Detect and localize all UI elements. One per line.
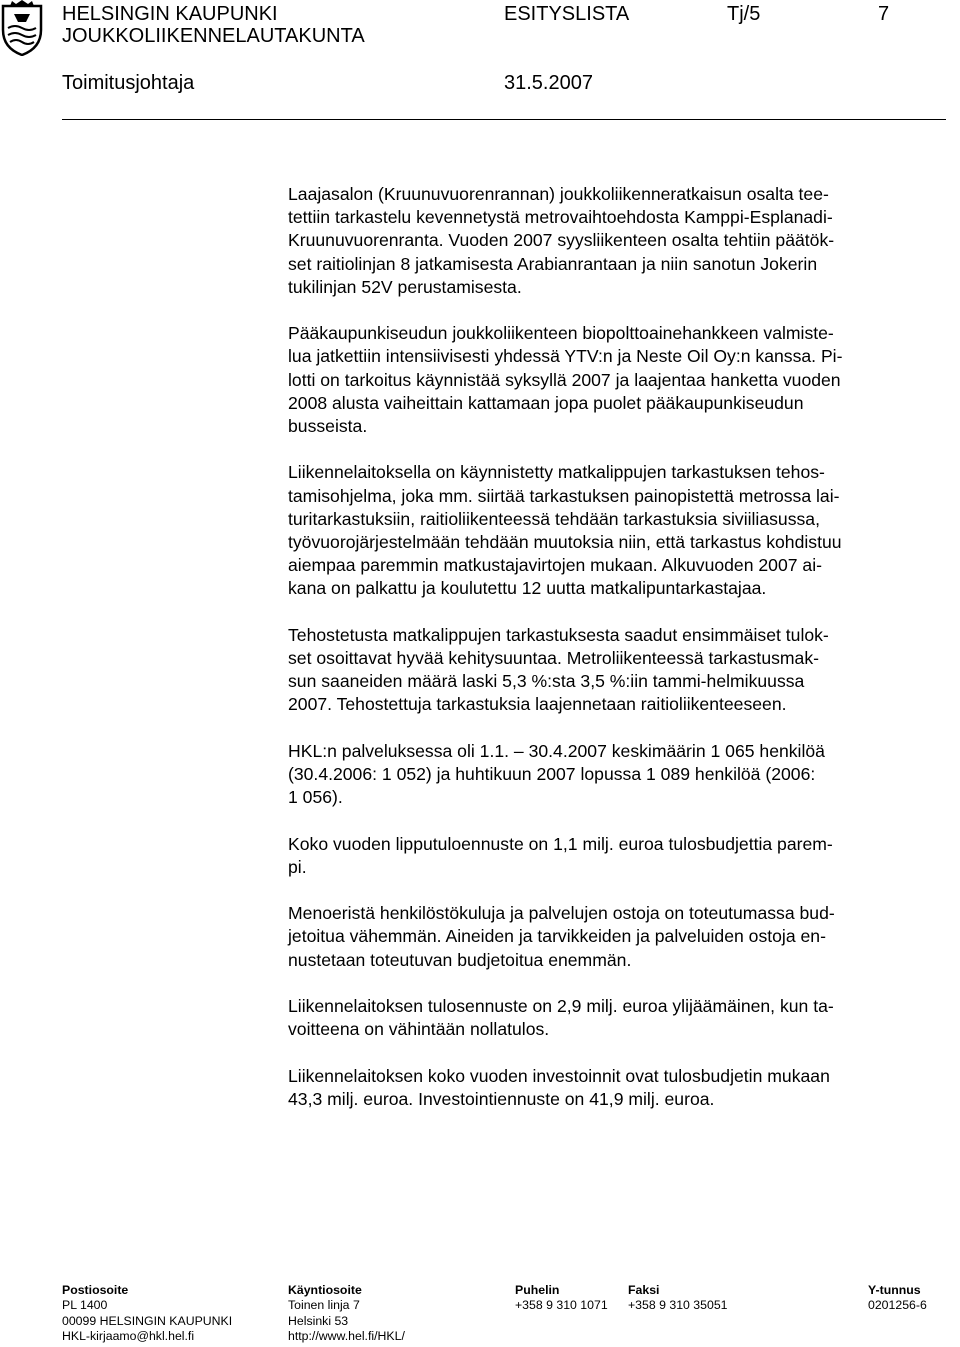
footer-phone-column xyxy=(515,1283,608,1314)
document-date: 31.5.2007 xyxy=(504,72,593,94)
author-title: Toimitusjohtaja xyxy=(62,72,195,94)
visit-label: Käyntiosoite xyxy=(288,1283,362,1297)
footer-fax-column xyxy=(628,1283,728,1314)
email-link[interactable]: HKL-kirjaamo@hkl.hel.fi xyxy=(62,1328,195,1343)
paragraph: Liikennelaitoksen tulosennuste on 2,9 milj. euroa ylijäämäinen, kun ta- voitteena on vähintään nollatulos. xyxy=(288,996,834,1040)
visit-street: Toinen linja 7 xyxy=(288,1298,360,1313)
business-id-label: Y-tunnus xyxy=(868,1283,921,1297)
paragraph: Menoeristä henkilöstökuluja ja palvelujen ostoja on toteutumassa bud- jetoitua vähemmän. Aineiden ja tarvikkeiden ja palveluiden ostoja en- nustetaan toteutuvan budjetoitua enemmän. xyxy=(288,903,835,970)
org-name: HELSINGIN KAUPUNKI xyxy=(62,3,278,25)
fax-label: Faksi xyxy=(628,1283,660,1297)
paragraph: Tehostetusta matkalippujen tarkastuksesta saadut ensimmäiset tulok- set osoittavat hyvää kehitysuuntaa. Metroliikenteessä tarkastusmak- sun saaneiden määrä laski 5,3 %:sta 3,5 %:iin tammi-helmikuussa 2007. Tehostettuja tarkastuksia laajennetaan raitioliikenteeseen. xyxy=(288,624,829,715)
footer-business-id-column xyxy=(868,1283,927,1314)
page-number: 7 xyxy=(878,3,890,25)
paragraph: Liikennelaitoksen koko vuoden investoinnit ovat tulosbudjetin mukaan 43,3 milj. euroa. Investointiennuste on 41,9 milj. euroa. xyxy=(288,1065,830,1109)
website-link[interactable]: http://www.hel.fi/HKL/ xyxy=(288,1328,405,1343)
paragraph: HKL:n palveluksessa oli 1.1. – 30.4.2007 keskimäärin 1 065 henkilöä (30.4.2006: 1 052) ja huhtikuun 2007 lopussa 1 089 henkilöä (2006: 1 056). xyxy=(288,740,825,808)
postal-city: 00099 HELSINGIN KAUPUNKI xyxy=(62,1313,233,1328)
paragraph: Laajasalon (Kruunuvuorenrannan) joukkoliikenneratkaisun osalta tee- tettiin tarkastelu kevennetystä metrovaihtoehdosta Kamppi-Esplanadi- Kruunuvuorenranta. Vuoden 2007 syysliikenteen osalta tehtiin päätök- set raitiolinjan 8 jatkamisesta Arabianrantaan ja niin sanotun Jokerin tukilinjan 52V perustamisesta. xyxy=(288,184,835,297)
footer-postal-column xyxy=(62,1283,232,1344)
paragraph: Koko vuoden lipputuloennuste on 1,1 milj. euroa tulosbudjettia parem- pi. xyxy=(288,833,833,877)
phone-number: +358 9 310 1071 xyxy=(515,1298,608,1313)
postal-box: PL 1400 xyxy=(62,1298,108,1313)
business-id: 0201256-6 xyxy=(868,1298,927,1313)
agenda-item-number: Tj/5 xyxy=(727,3,761,25)
document-body xyxy=(288,183,948,1134)
helsinki-crest-icon xyxy=(0,0,44,56)
board-name: JOUKKOLIIKENNELAUTAKUNTA xyxy=(62,25,365,47)
visit-city: Helsinki 53 xyxy=(288,1313,349,1328)
paragraph: Liikennelaitoksella on käynnistetty matkalippujen tarkastuksen tehos- tamisohjelma, joka mm. siirtää tarkastuksen painopistettä metrossa lai- turitarkastuksiin, raitioliikenteessä tehdään tarkastuksia siviiliasussa, työvuorojärjestelmään tehdään muutoksia niin, että tarkastus kohdistuu aiempaa paremmin matkustajavirtojen mukaan. Alkuvuoden 2007 ai- kana on palkattu ja koulutettu 12 uutta matkalipuntarkastajaa. xyxy=(288,462,842,599)
phone-label: Puhelin xyxy=(515,1283,560,1297)
footer-visit-column xyxy=(288,1283,405,1344)
document-type: ESITYSLISTA xyxy=(504,3,630,25)
paragraph: Pääkaupunkiseudun joukkoliikenteen biopolttoainehankkeen valmiste- lua jatkettiin intensiivisesti yhdessä YTV:n ja Neste Oil Oy:n kanssa. Pi- lotti on tarkoitus käynnistää syksyllä 2007 ja laajentaa hanketta vuoden 2008 alusta vaiheittain kattamaan jopa puolet pääkaupunkiseudun busseista. xyxy=(288,323,843,437)
postal-label: Postiosoite xyxy=(62,1283,129,1297)
fax-number: +358 9 310 35051 xyxy=(628,1298,728,1313)
header-divider xyxy=(62,119,946,120)
